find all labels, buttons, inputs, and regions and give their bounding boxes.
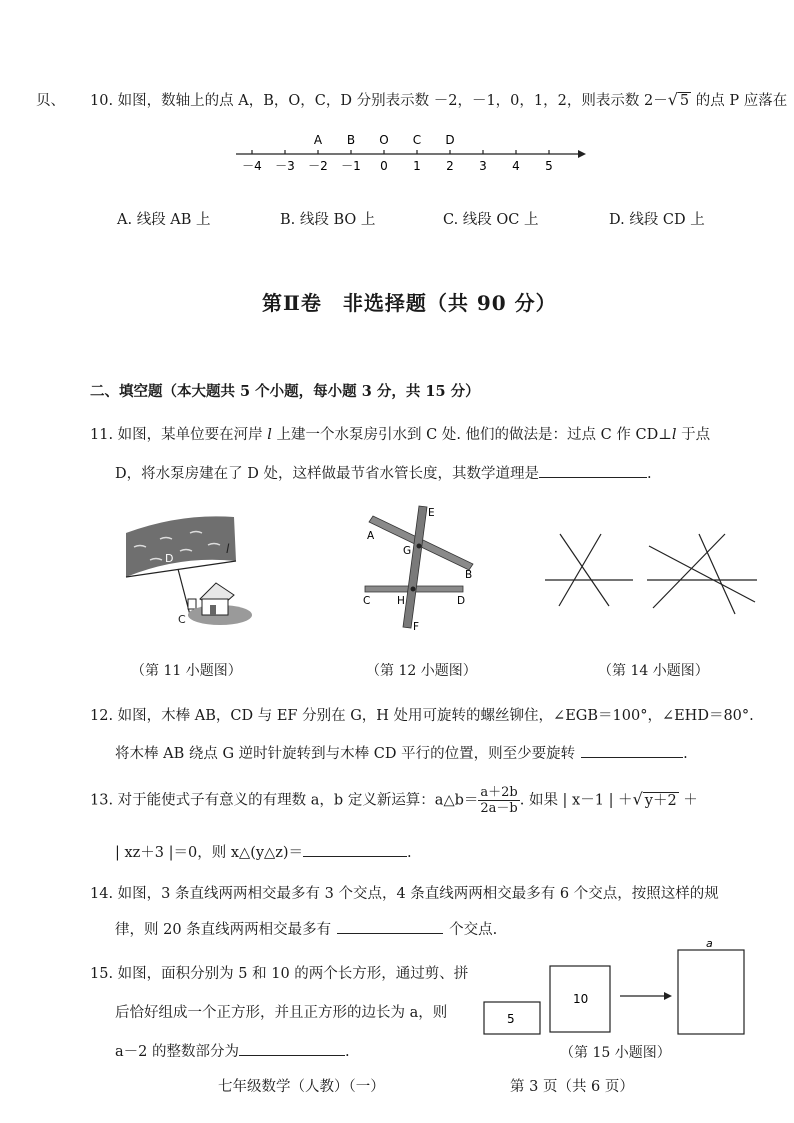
part-2-title: 第Ⅱ卷 非选择题（共 90 分） bbox=[262, 291, 557, 315]
answer-blank-11[interactable] bbox=[539, 463, 647, 478]
house-door bbox=[210, 605, 216, 615]
square-side-label: a bbox=[706, 940, 713, 950]
section-2-heading: 二、填空题（本大题共 5 个小题，每小题 3 分，共 15 分） bbox=[90, 383, 480, 400]
radicand-y-plus-2: y＋2 bbox=[644, 792, 677, 809]
number-line-point-label: B bbox=[346, 133, 356, 147]
option-d[interactable]: D. 线段 CD 上 bbox=[609, 212, 705, 228]
radicand-5: 5 bbox=[679, 93, 690, 109]
rivet-h bbox=[411, 587, 416, 592]
number-line-tick-label: －3 bbox=[275, 159, 295, 173]
fig12-label-f: F bbox=[413, 621, 420, 633]
figure-14-lines bbox=[545, 530, 765, 622]
footer-course: 七年级数学（人教）（一） bbox=[218, 1079, 385, 1095]
river-shape bbox=[126, 516, 236, 577]
number-line-tick-label: －1 bbox=[341, 159, 361, 173]
number-line-arrow bbox=[578, 150, 586, 158]
caption-fig-12: （第 12 小题图） bbox=[366, 663, 477, 679]
question-13-line-2: | xz＋3 |＝0，则 x△(y△z)＝ . bbox=[115, 841, 412, 862]
four-lines-group bbox=[647, 534, 757, 614]
figure-12-sticks bbox=[355, 500, 485, 640]
number-line-tick-label: 0 bbox=[380, 159, 388, 173]
fig12-label-d: D bbox=[457, 595, 466, 607]
number-line-point-label: A bbox=[313, 133, 323, 147]
question-10-stem: 10. 如图，数轴上的点 A，B，O，C，D 分别表示数 －2，－1，0，1，2，则表示数 2－√ 5 的点 P 应落在 bbox=[90, 90, 788, 109]
answer-blank-13[interactable] bbox=[303, 842, 407, 857]
result-square bbox=[678, 950, 744, 1034]
number-line-tick-label: 1 bbox=[413, 159, 421, 173]
rivet-g bbox=[417, 544, 422, 549]
question-15-line-1: 15. 如图，面积分别为 5 和 10 的两个长方形，通过剪、拼 bbox=[90, 966, 469, 982]
question-11-line-2: D，将水泵房建在了 D 处，这样做最节省水管长度，其数学道理是 . bbox=[115, 462, 652, 483]
fig11-label-c: C bbox=[178, 613, 186, 626]
question-14-line-1: 14. 如图，3 条直线两两相交最多有 3 个交点，4 条直线两两相交最多有 6 个交点，按照这样的规 bbox=[90, 886, 719, 902]
number-line-figure bbox=[230, 126, 590, 178]
fig12-label-g: G bbox=[403, 545, 412, 557]
answer-blank-12[interactable] bbox=[581, 743, 683, 758]
rect-10-label: 10 bbox=[573, 992, 589, 1006]
figure-11-river-pump bbox=[120, 505, 260, 635]
question-14-line-2: 律，则 20 条直线两两相交最多有 个交点. bbox=[115, 918, 497, 939]
number-line-tick-label: 5 bbox=[545, 159, 553, 173]
number-line-tick-label: 2 bbox=[446, 159, 454, 173]
footer-page-number: 第 3 页（共 6 页） bbox=[510, 1079, 634, 1095]
question-11-line-1: 11. 如图，某单位要在河岸 l 上建一个水泵房引水到 C 处. 他们的做法是：过点 C 作 CD⊥l 于点 bbox=[90, 427, 711, 443]
number-line-point-label: D bbox=[445, 133, 455, 147]
margin-mark: 贝、 bbox=[36, 93, 65, 109]
option-c[interactable]: C. 线段 OC 上 bbox=[443, 212, 539, 228]
number-line-tick-label: 3 bbox=[479, 159, 487, 173]
question-13-line-1: 13. 对于能使式子有意义的有理数 a，b 定义新运算：a△b＝ $\frac{a+2b}{2a-b}$ . 如果 | x－1 | ＋√ y＋2 ＋ bbox=[90, 785, 698, 816]
fig12-label-h: H bbox=[397, 595, 405, 607]
answer-blank-15[interactable] bbox=[239, 1041, 345, 1056]
three-lines-group bbox=[545, 534, 633, 606]
question-15-line-2: 后恰好组成一个正方形，并且正方形的边长为 a，则 bbox=[115, 1005, 448, 1021]
transform-arrowhead bbox=[664, 992, 672, 1000]
fig11-label-l: l bbox=[226, 542, 230, 556]
caption-fig-15: （第 15 小题图） bbox=[560, 1045, 671, 1061]
fraction-a-triangle-b: $\frac{a+2b}{2a-b}$ bbox=[480, 785, 518, 816]
question-12-line-1: 12. 如图，木棒 AB，CD 与 EF 分别在 G，H 处用可旋转的螺丝铆住，∠EGB＝100°，∠EHD＝80°. bbox=[90, 708, 754, 724]
number-line-tick-label: 4 bbox=[512, 159, 520, 173]
number-line-point-label: C bbox=[412, 133, 422, 147]
fig11-label-d: D bbox=[165, 552, 174, 565]
question-12-line-2: 将木棒 AB 绕点 G 逆时针旋转到与木棒 CD 平行的位置，则至少要旋转 . bbox=[115, 742, 688, 763]
question-15-line-3: a－2 的整数部分为 . bbox=[115, 1040, 350, 1061]
stick-ef bbox=[403, 506, 427, 628]
number-line-point-label: O bbox=[379, 133, 389, 147]
caption-fig-14: （第 14 小题图） bbox=[598, 663, 709, 679]
figure-15-rectangles bbox=[478, 940, 758, 1040]
fig12-label-e: E bbox=[428, 507, 435, 519]
rect-5-label: 5 bbox=[507, 1012, 515, 1026]
fig12-label-c: C bbox=[363, 595, 371, 607]
option-a[interactable]: A. 线段 AB 上 bbox=[117, 212, 211, 228]
fig12-label-b: B bbox=[465, 569, 473, 581]
caption-fig-11: （第 11 小题图） bbox=[131, 663, 242, 679]
number-line-tick-label: －4 bbox=[242, 159, 262, 173]
pump-box bbox=[188, 599, 196, 609]
fig12-label-a: A bbox=[367, 530, 375, 542]
number-line-tick-label: －2 bbox=[308, 159, 328, 173]
answer-blank-14[interactable] bbox=[337, 919, 443, 934]
option-b[interactable]: B. 线段 BO 上 bbox=[280, 212, 376, 228]
